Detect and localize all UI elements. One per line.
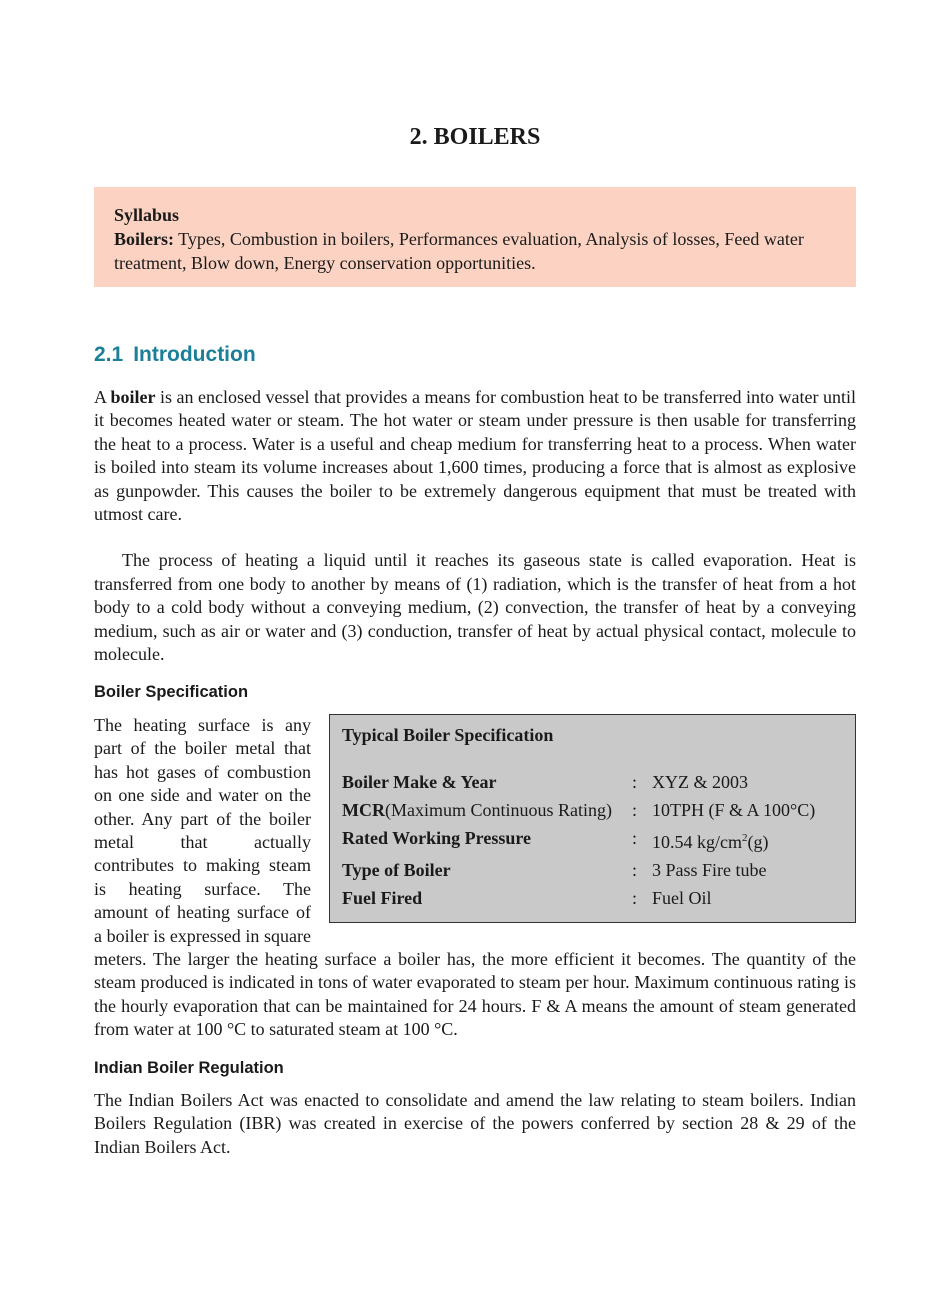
boiler-spec-heading: Boiler Specification: [94, 683, 249, 702]
superscript: 2: [742, 831, 748, 844]
spec-value: Fuel Oil: [652, 887, 712, 908]
text: A: [94, 387, 111, 407]
spec-row: [342, 884, 843, 912]
spec-row: [342, 796, 843, 824]
spec-value: 3 Pass Fire tube: [652, 859, 767, 880]
text: is an enclosed vessel that provides a means for combustion heat to be transferred into water until it becomes heated water or steam. The hot water or steam under pressure is then usable for transferring the heat to a process. Water is a useful and cheap medium for transferring heat to a process. When water is boiled into steam its volume increases about 1,600 times, producing a force that is almost as explosive as gunpowder. This causes the boiler to be extremely dangerous equipment that must be treated with utmost care.: [94, 387, 857, 525]
syllabus-text: [114, 227, 836, 275]
spec-key: Fuel Fired: [342, 887, 423, 908]
body-text: [94, 386, 856, 1159]
syllabus-heading: Syllabus: [114, 205, 180, 225]
spec-row: [342, 824, 843, 856]
syllabus-body: Types, Combustion in boilers, Performances evaluation, Analysis of losses, Feed water treatment, Blow down, Energy conservation opportunities.: [114, 229, 804, 273]
ibr-paragraph: The Indian Boilers Act was enacted to consolidate and amend the law relating to steam boilers. Indian Boilers Regulation (IBR) was created in exercise of the powers conferred by section 28 & 29 of the Indian Boilers Act.: [94, 1089, 856, 1157]
spec-value: XYZ & 2003: [652, 771, 748, 792]
spec-key: Rated Working Pressure: [342, 827, 532, 848]
intro-paragraph-2: The process of heating a liquid until it reaches its gaseous state is called evaporation. Heat is transferred from one body to another by means of (1) radiation, which is the transfer of heat from a hot body to a cold body without a conveying medium, (2) convection, the transfer of heat by a conveying medium, such as air or water and (3) conduction, transfer of heat by actual physical contact, molecule to molecule.: [94, 550, 856, 665]
spec-sep: :: [632, 799, 638, 820]
section-title: Introduction: [133, 343, 256, 366]
spec-key: (Maximum Continuous Rating): [385, 799, 612, 820]
spec-sep: :: [632, 827, 638, 848]
syllabus-box: [94, 187, 856, 287]
spec-row: [342, 768, 843, 796]
spec-sep: :: [632, 859, 638, 880]
spec-row: [342, 856, 843, 884]
spec-value: [652, 824, 769, 856]
spec-key: Type of Boiler: [342, 859, 451, 880]
term-boiler: boiler: [110, 387, 156, 407]
syllabus-lead: Boilers:: [114, 229, 174, 249]
spec-table: [329, 714, 856, 923]
spec-sep: :: [632, 771, 638, 792]
intro-paragraph-1: [94, 386, 856, 526]
section-heading: [94, 343, 256, 367]
spec-key-abbr: MCR: [342, 799, 385, 820]
spec-key: Boiler Make & Year: [342, 771, 497, 792]
spec-sep: :: [632, 887, 638, 908]
boiler-spec-paragraph: The heating surface is any part of the boiler metal that has hot gases of combustion on one side and water on the other. Any part of the boiler metal that actually contributes to making steam is heating surface. The amount of heating surface of a boiler is expressed in square meters. The larger the heating surface a boiler has, the more efficient it becomes. The quantity of the steam produced is indicated in tons of water evaporated to steam per hour. Maximum continuous rating is the hourly evaporation that can be maintained for 24 hours. F & A means the amount of steam generated from water at 100 °C to saturated steam at 100 °C.: [94, 714, 856, 1040]
value-suffix: (g): [747, 831, 769, 852]
value: 10.54 kg/cm: [652, 831, 742, 852]
chapter-title: 2. BOILERS: [409, 124, 541, 150]
spec-table-title: Typical Boiler Specification: [342, 724, 554, 745]
ibr-heading: Indian Boiler Regulation: [94, 1058, 284, 1077]
section-number: 2.1: [94, 343, 124, 366]
spec-value: 10TPH (F & A 100°C): [652, 799, 816, 820]
